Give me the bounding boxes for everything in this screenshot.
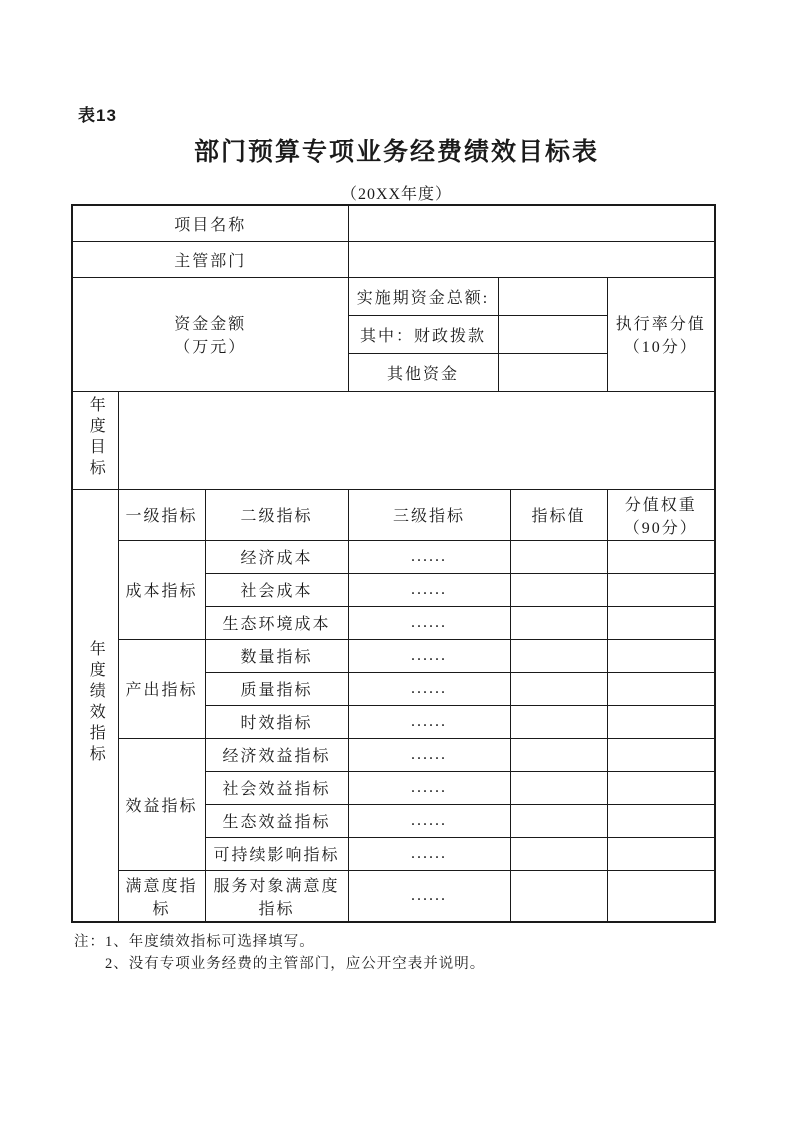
- indicator-value-cell: [510, 672, 607, 705]
- weight-value-cell: [607, 771, 715, 804]
- funding-amount-label-cell: [72, 277, 348, 391]
- level3-ellipsis-cell: ......: [348, 771, 510, 804]
- header-level2-cell: 二级指标: [205, 489, 348, 540]
- level2-timeliness-cell: 时效指标: [205, 705, 348, 738]
- funding-amount-label-line1: 资金金额: [174, 316, 247, 333]
- weight-value-cell: [607, 738, 715, 771]
- weight-value-cell: [607, 870, 715, 922]
- weight-value-cell: [607, 606, 715, 639]
- level3-ellipsis-cell: ......: [348, 870, 510, 922]
- footnote-line-2: [105, 953, 485, 975]
- weight-value-cell: [607, 705, 715, 738]
- level2-eco-env-cost-cell: 生态环境成本: [205, 606, 348, 639]
- level3-ellipsis-cell: ......: [348, 573, 510, 606]
- weight-value-cell: [607, 672, 715, 705]
- execution-rate-score-cell: [607, 277, 715, 391]
- funding-other-value-cell: [498, 353, 607, 391]
- weight-value-cell: [607, 837, 715, 870]
- level3-ellipsis-cell: ......: [348, 804, 510, 837]
- page-title: 部门预算专项业务经费绩效目标表: [193, 139, 599, 166]
- funding-other-label-cell: 其他资金: [348, 353, 498, 391]
- level3-ellipsis-cell: ......: [348, 672, 510, 705]
- header-level3-cell: 三级指标: [348, 489, 510, 540]
- level2-quantity-cell: 数量指标: [205, 639, 348, 672]
- indicator-value-cell: [510, 606, 607, 639]
- indicator-row: [72, 639, 715, 672]
- level1-satisfaction-cell: 满意度指标: [118, 870, 205, 922]
- indicator-value-cell: [510, 639, 607, 672]
- table-number-tag: 表13: [78, 106, 117, 125]
- funding-total-value-cell: [498, 277, 607, 315]
- footnote-line-1: [74, 931, 485, 953]
- level2-quality-cell: 质量指标: [205, 672, 348, 705]
- indicator-row: [72, 738, 715, 771]
- department-value-cell: [348, 241, 715, 277]
- level3-ellipsis-cell: ......: [348, 738, 510, 771]
- funding-total-row: [72, 277, 715, 315]
- header-weight-cell: [607, 489, 715, 540]
- weight-value-cell: [607, 639, 715, 672]
- annual-indicators-section-label-text: 年度绩效指标: [87, 639, 105, 766]
- project-name-row: [72, 205, 715, 241]
- header-weight-line1: 分值权重: [624, 496, 697, 514]
- annual-goal-label-cell: [72, 391, 118, 489]
- annual-goal-label-text: 年度目标: [87, 395, 105, 480]
- level2-economic-cost-cell: 经济成本: [205, 540, 348, 573]
- indicator-value-cell: [510, 705, 607, 738]
- indicator-value-cell: [510, 870, 607, 922]
- project-name-label-cell: 项目名称: [72, 205, 348, 241]
- page-subtitle: （20XX年度）: [340, 186, 453, 203]
- level2-economic-benefit-cell: 经济效益指标: [205, 738, 348, 771]
- department-row: [72, 241, 715, 277]
- footnote-item-1: 1、年度绩效指标可选择填写。: [105, 934, 315, 950]
- indicator-value-cell: [510, 573, 607, 606]
- header-value-cell: 指标值: [510, 489, 607, 540]
- indicator-value-cell: [510, 804, 607, 837]
- level2-social-cost-cell: 社会成本: [205, 573, 348, 606]
- indicator-row: [72, 540, 715, 573]
- level2-service-satisfaction-cell: 服务对象满意度指标: [205, 870, 348, 922]
- department-label-cell: 主管部门: [72, 241, 348, 277]
- header-level1-cell: 一级指标: [118, 489, 205, 540]
- level3-ellipsis-cell: ......: [348, 837, 510, 870]
- footnote-label: 注：: [74, 934, 105, 950]
- header-weight-line2: （90分）: [623, 519, 698, 537]
- budget-performance-table: [71, 204, 716, 923]
- weight-value-cell: [607, 573, 715, 606]
- level2-sustainability-cell: 可持续影响指标: [205, 837, 348, 870]
- project-name-value-cell: [348, 205, 715, 241]
- weight-value-cell: [607, 540, 715, 573]
- level3-ellipsis-cell: ......: [348, 540, 510, 573]
- indicator-header-row: [72, 489, 715, 540]
- level2-social-benefit-cell: 社会效益指标: [205, 771, 348, 804]
- funding-total-label-cell: 实施期资金总额:: [348, 277, 498, 315]
- level1-cost-cell: 成本指标: [118, 540, 205, 639]
- level1-benefit-cell: 效益指标: [118, 738, 205, 870]
- level3-ellipsis-cell: ......: [348, 606, 510, 639]
- annual-indicators-section-label-cell: [72, 489, 118, 922]
- footnote-item-2: 2、没有专项业务经费的主管部门，应公开空表并说明。: [105, 956, 486, 972]
- indicator-row: [72, 870, 715, 922]
- indicator-value-cell: [510, 837, 607, 870]
- execution-rate-line1: 执行率分值: [615, 316, 706, 333]
- funding-fiscal-value-cell: [498, 315, 607, 353]
- level3-ellipsis-cell: ......: [348, 705, 510, 738]
- weight-value-cell: [607, 804, 715, 837]
- execution-rate-line2: （10分）: [623, 339, 698, 356]
- indicator-value-cell: [510, 771, 607, 804]
- indicator-value-cell: [510, 738, 607, 771]
- funding-fiscal-label-cell: 其中：财政拨款: [348, 315, 498, 353]
- annual-goal-value-cell: [118, 391, 715, 489]
- level3-ellipsis-cell: ......: [348, 639, 510, 672]
- footnotes: [74, 931, 485, 975]
- funding-amount-label-line2: （万元）: [174, 339, 247, 356]
- indicator-value-cell: [510, 540, 607, 573]
- level1-output-cell: 产出指标: [118, 639, 205, 738]
- annual-goal-row: [72, 391, 715, 489]
- level2-eco-benefit-cell: 生态效益指标: [205, 804, 348, 837]
